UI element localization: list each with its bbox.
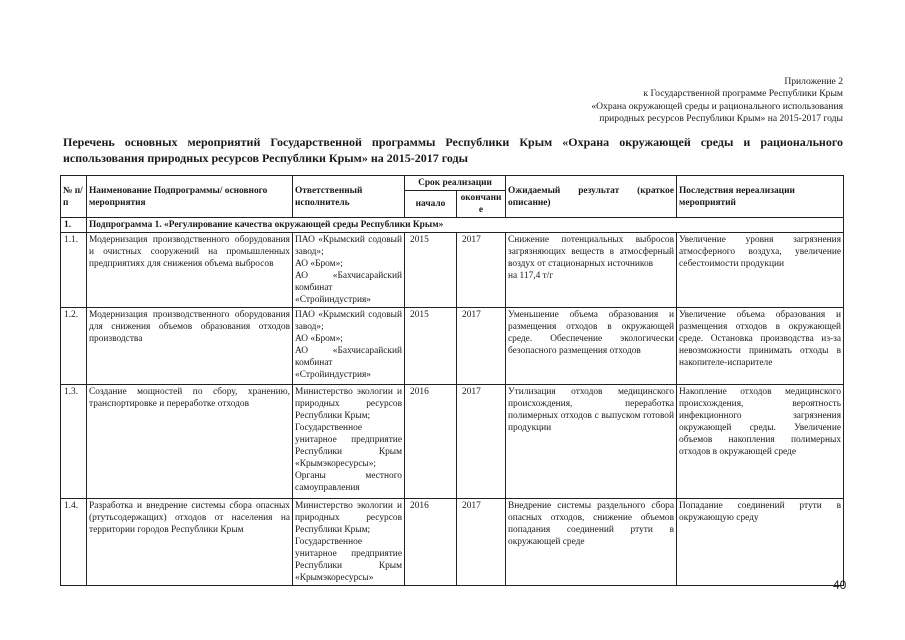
consequence-cell: Попадание соединений ртути в окружающую среду [677, 499, 844, 586]
responsible-cell: ПАО «Крымский содовый завод»; АО «Бром»; АО «Бахчисарайский комбинат «Стройиндустрия» [293, 233, 405, 308]
header-start: начало [405, 191, 457, 218]
start-year-cell: 2016 [405, 499, 457, 586]
subprogram-number: 1. [61, 218, 87, 233]
page-number: 40 [833, 578, 847, 592]
header-name: Наименование Подпрограммы/ основного мероприятия [87, 176, 293, 218]
expected-result-cell: Внедрение системы раздельного сбора опасных отходов, снижение объемов попадания соединений ртути в окружающей среде [506, 499, 677, 586]
start-year-cell: 2015 [405, 233, 457, 308]
header-consequence: Последствия нереализации мероприятий [677, 176, 844, 218]
measures-table [60, 175, 844, 586]
end-year-cell: 2017 [457, 499, 506, 586]
table-row [61, 233, 844, 308]
table-body [61, 218, 844, 586]
row-number-cell: 1.3. [61, 385, 87, 499]
row-number-cell: 1.1. [61, 233, 87, 308]
subprogram-row [61, 218, 844, 233]
end-year-cell: 2017 [457, 385, 506, 499]
consequence-cell: Накопление отходов медицинского происхождения, вероятность инфекционного загрязнения окружающей среды. Увеличение объемов накопления полимерных отходов в окружающей среде [677, 385, 844, 499]
consequence-cell: Увеличение объема образования и размещения отходов в окружающей среде. Остановка производства из-за невозможности принимать отходы в накопителе-испарителе [677, 308, 844, 385]
measure-name-cell: Модернизация производственного оборудования и очистных сооружений на промышленных предприятиях для снижения объема выбросов [87, 233, 293, 308]
table-header [61, 176, 844, 218]
annex-line: природных ресурсов Республики Крым» на 2015-2017 годы [599, 112, 843, 124]
row-number-cell: 1.4. [61, 499, 87, 586]
table-row [61, 385, 844, 499]
consequence-cell: Увеличение уровня загрязнения атмосферного воздуха, увеличение себестоимости продукции [677, 233, 844, 308]
start-year-cell: 2016 [405, 385, 457, 499]
table-row [61, 308, 844, 385]
start-year-cell: 2015 [405, 308, 457, 385]
expected-result-cell: Утилизация отходов медицинского происхождения, переработка полимерных отходов с выпуском готовой продукции [506, 385, 677, 499]
responsible-cell: Министерство экологии и природных ресурсов Республики Крым; Государственное унитарное предприятие Республики Крым «Крымэкоресурсы»; Органы местного самоуправления [293, 385, 405, 499]
responsible-cell: Министерство экологии и природных ресурсов Республики Крым; Государственное унитарное предприятие Республики Крым «Крымэкоресурсы» [293, 499, 405, 586]
header-end: окончание [457, 191, 506, 218]
annex-line: к Государственной программе Республики Крым [643, 88, 843, 100]
measure-name-cell: Создание мощностей по сбору, хранению, транспортировке и переработке отходов [87, 385, 293, 499]
expected-result-cell: Снижение потенциальных выбросов загрязняющих веществ в атмосферный воздух от стационарных источников на 117,4 т/г [506, 233, 677, 308]
header-expected-result: Ожидаемый результат (краткое описание) [506, 176, 677, 218]
measure-name-cell: Модернизация производственного оборудования для снижения объемов образования отходов производства [87, 308, 293, 385]
responsible-cell: ПАО «Крымский содовый завод»; АО «Бром»; АО «Бахчисарайский комбинат «Стройиндустрия» [293, 308, 405, 385]
annex-line: Приложение 2 [784, 76, 843, 87]
header-responsible: Ответственный исполнитель [293, 176, 405, 218]
annex-line: «Охрана окружающей среды и рационального использования [591, 100, 843, 112]
table-row [61, 499, 844, 586]
header-term-group: Срок реализации [405, 176, 506, 191]
row-number-cell: 1.2. [61, 308, 87, 385]
end-year-cell: 2017 [457, 233, 506, 308]
document-title: Перечень основных мероприятий Государственной программы Республики Крым «Охрана окружающей среды и рационального использования природных ресурсов Республики Крым» на 2015-2017 годы [63, 135, 843, 165]
subprogram-title: Подпрограмма 1. «Регулирование качества окружающей среды Республики Крым» [87, 218, 844, 233]
annex-header [591, 76, 843, 125]
expected-result-cell: Уменьшение объема образования и размещения отходов в окружающей среде. Обеспечение экологически безопасного размещения отходов [506, 308, 677, 385]
header-number: № п/п [61, 176, 87, 218]
measure-name-cell: Разработка и внедрение системы сбора опасных (ртутьсодержащих) отходов от населения на территории городов Республики Крым [87, 499, 293, 586]
end-year-cell: 2017 [457, 308, 506, 385]
